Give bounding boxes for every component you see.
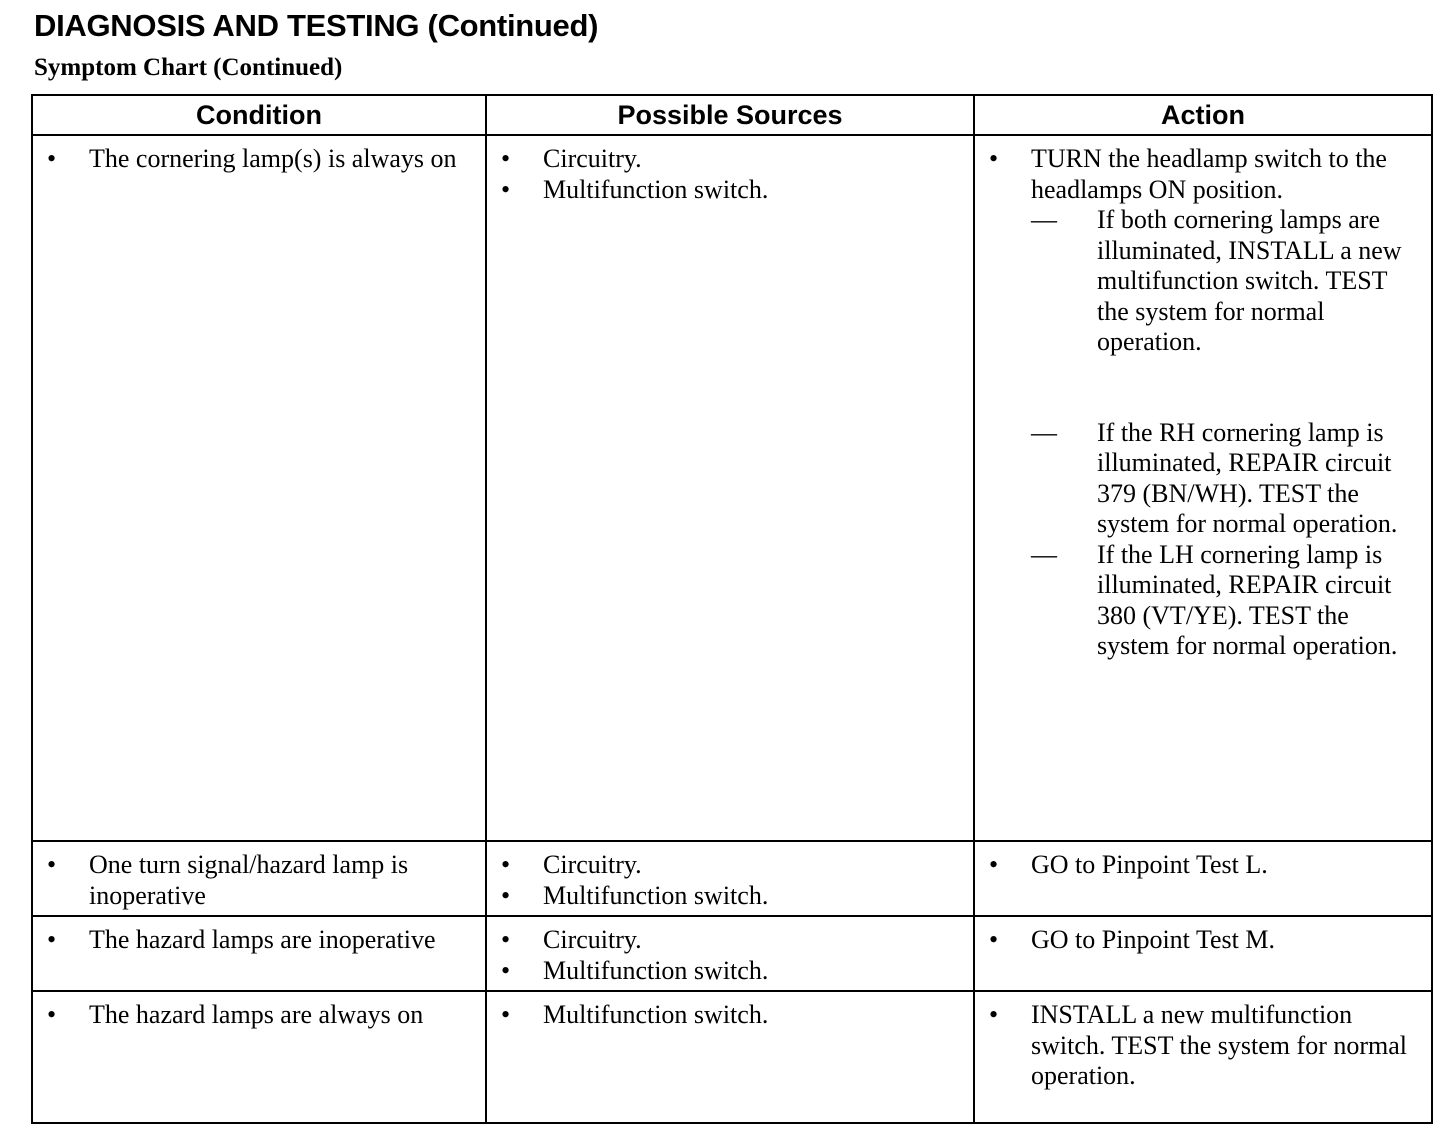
source-item: Multifunction switch. bbox=[543, 174, 769, 204]
dash-icon: — bbox=[1031, 205, 1057, 234]
bullet-icon: • bbox=[501, 1000, 511, 1029]
condition-text: The hazard lamps are inoperative bbox=[89, 925, 436, 954]
table-header-row bbox=[32, 95, 1432, 135]
dash-icon: — bbox=[1031, 417, 1057, 447]
bullet-icon: • bbox=[989, 1000, 999, 1029]
action-subitem: If the LH cornering lamp is illuminated, REPAIR circuit 380 (VT/YE). TEST the system for normal operation. bbox=[1097, 539, 1398, 660]
source-item: Multifunction switch. bbox=[543, 880, 769, 910]
sources-cell bbox=[486, 841, 974, 916]
bullet-icon: • bbox=[501, 850, 511, 879]
table-row bbox=[32, 135, 1432, 841]
page-heading: DIAGNOSIS AND TESTING (Continued) bbox=[34, 8, 599, 43]
bullet-icon: • bbox=[501, 955, 511, 985]
action-text: GO to Pinpoint Test M. bbox=[1031, 925, 1276, 954]
bullet-icon: • bbox=[501, 174, 511, 204]
bullet-icon: • bbox=[47, 925, 57, 954]
page-subheading: Symptom Chart (Continued) bbox=[34, 54, 343, 81]
condition-text: One turn signal/hazard lamp is inoperative bbox=[89, 850, 409, 910]
dash-icon: — bbox=[1031, 539, 1057, 569]
condition-text: The hazard lamps are always on bbox=[89, 1000, 424, 1029]
condition-cell bbox=[32, 841, 486, 916]
action-text: GO to Pinpoint Test L. bbox=[1031, 850, 1268, 879]
condition-cell bbox=[32, 135, 486, 841]
source-item: Circuitry. bbox=[543, 925, 642, 954]
table-row bbox=[32, 916, 1432, 991]
header-action: Action bbox=[974, 95, 1432, 135]
source-item: Multifunction switch. bbox=[543, 1000, 769, 1029]
bullet-icon: • bbox=[501, 925, 511, 954]
spacer bbox=[1031, 358, 1425, 418]
bullet-icon: • bbox=[501, 880, 511, 910]
bullet-icon: • bbox=[989, 925, 999, 954]
action-text: TURN the headlamp switch to the headlamps ON position. bbox=[1031, 144, 1387, 204]
source-item: Circuitry. bbox=[543, 850, 642, 879]
source-item: Multifunction switch. bbox=[543, 955, 769, 985]
bullet-icon: • bbox=[989, 850, 999, 879]
header-condition: Condition bbox=[32, 95, 486, 135]
source-item: Circuitry. bbox=[543, 144, 642, 173]
condition-cell bbox=[32, 991, 486, 1123]
bullet-icon: • bbox=[989, 144, 999, 173]
bullet-icon: • bbox=[47, 1000, 57, 1029]
condition-text: The cornering lamp(s) is always on bbox=[89, 144, 457, 173]
action-cell bbox=[974, 135, 1432, 841]
bullet-icon: • bbox=[47, 144, 57, 173]
action-subitem: If both cornering lamps are illuminated, INSTALL a new multifunction switch. TEST the system for normal operation. bbox=[1097, 205, 1402, 356]
sources-cell bbox=[486, 916, 974, 991]
action-cell bbox=[974, 916, 1432, 991]
action-cell bbox=[974, 991, 1432, 1123]
action-text: INSTALL a new multifunction switch. TEST the system for normal operation. bbox=[1031, 1000, 1407, 1090]
symptom-chart-table bbox=[31, 94, 1433, 1124]
bullet-icon: • bbox=[47, 850, 57, 879]
sources-cell bbox=[486, 991, 974, 1123]
action-subitem: If the RH cornering lamp is illuminated, REPAIR circuit 379 (BN/WH). TEST the system for normal operation. bbox=[1097, 417, 1398, 538]
table-row bbox=[32, 841, 1432, 916]
sources-cell bbox=[486, 135, 974, 841]
table-row bbox=[32, 991, 1432, 1123]
bullet-icon: • bbox=[501, 144, 511, 173]
condition-cell bbox=[32, 916, 486, 991]
header-possible-sources: Possible Sources bbox=[486, 95, 974, 135]
action-cell bbox=[974, 841, 1432, 916]
